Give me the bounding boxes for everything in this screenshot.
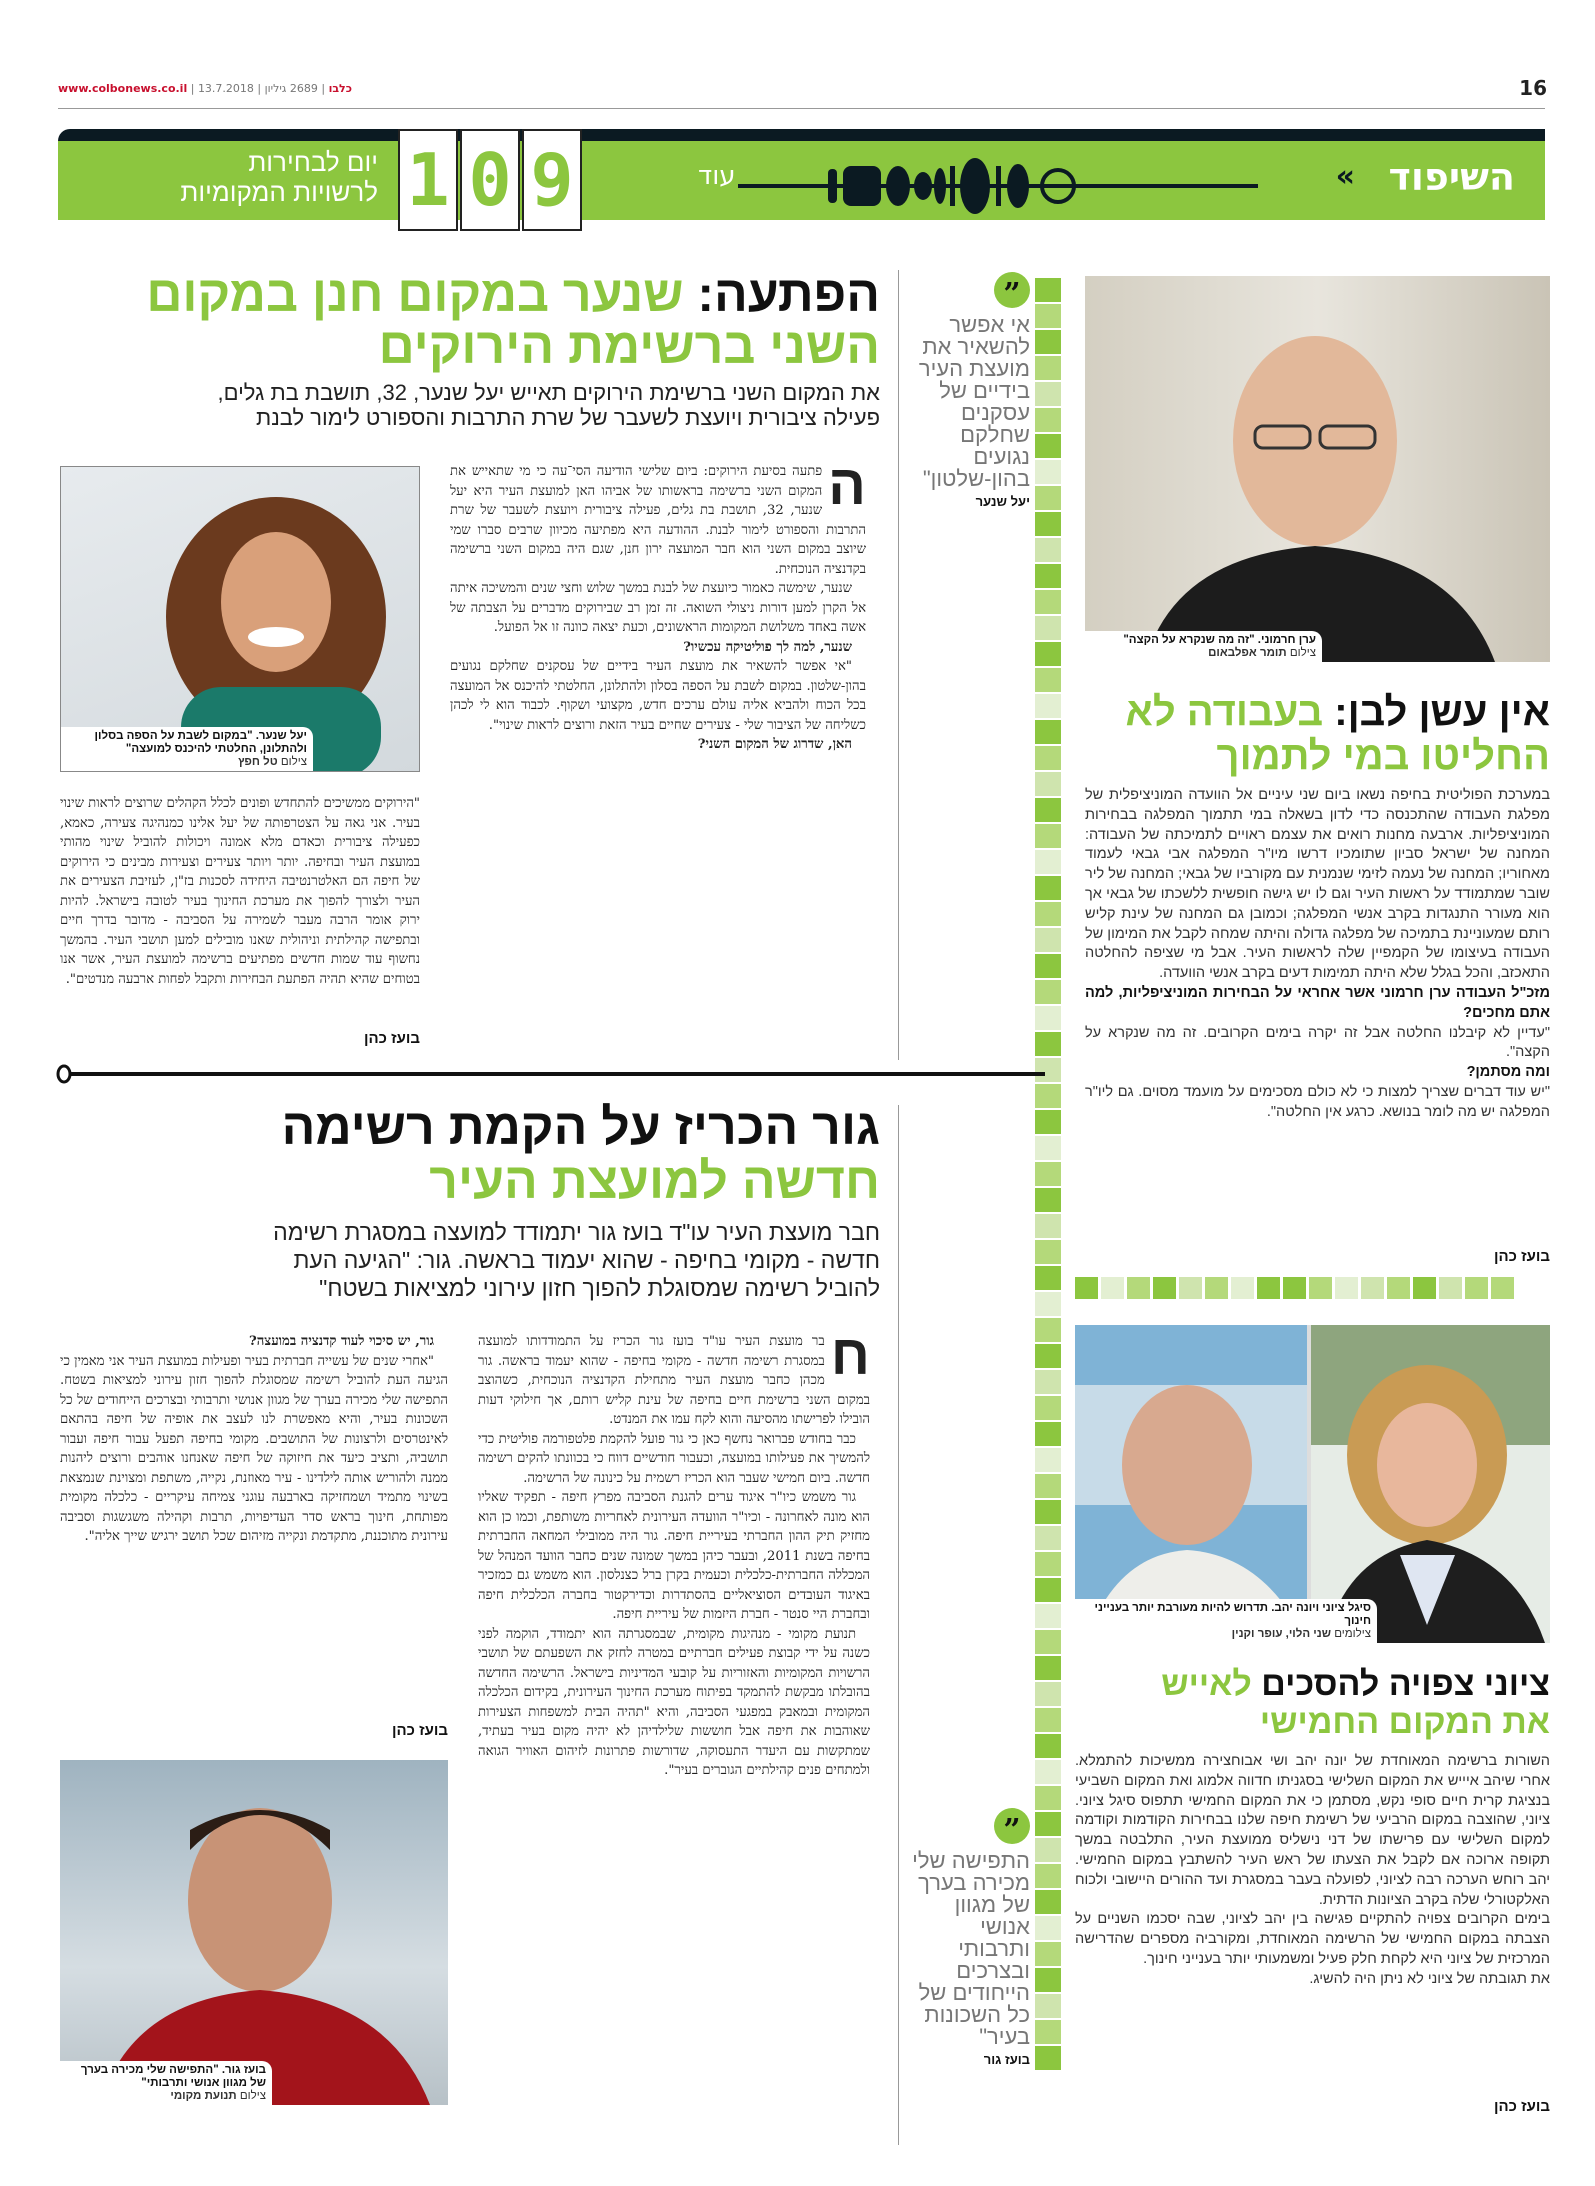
- article4-body: [1075, 1752, 1550, 1990]
- article2-headline-green: חדשה למועצת העיר: [429, 1153, 880, 1209]
- article1-kicker: הפתעה:: [697, 266, 880, 322]
- countdown-title: [78, 147, 378, 207]
- article2-answer: "אחרי שנים של עשייה חברתית בעיר ופעילות במועצת העיר אני מאמין כי הגיעה העת להוביל רשימה שמסוגלת להפוך חזון עירוני למציאות בשטח. התפישה שלי מכירה בערך של מגוון אנושי ותרבותי ובצרכים הייחודים של כל השכונות בעיר, והיא מאפשרת לנו לעצב את אופיה של חיפה בהתאם לאינטרסים ולרצונות של התושבים. מקומי בחיפה תפעל עבור חיפה ועבור תושביה, ותציב כיעד את חיזוקה של חיפה שאנחנו אוהבים ורוצים ליהנות ממנה ולהוריש אותה לילדינו - עיר מאוזנת, נקייה, משתפת ומצוינת שנמצאת בשינוי מתמיד ושמחזיקה בארבעה עוגני צמיחה עיקריים - כלכלה מקומית מפותחת, חינוך בראש סדר העדיפויות, תרבות וקהילה משגשגות וסביבה עירונית מתוכננת, מתקדמת ונקייה מזיהום שכל תושב ירגיש שייך אליה".: [60, 1353, 448, 1544]
- article4-headline-black: ציוני צפויה להסכים: [1261, 1665, 1550, 1703]
- article1-subhead: [60, 380, 880, 430]
- article2-body-col1: [478, 1332, 870, 2122]
- article3-paragraph: במערכת הפוליטית בחיפה נשאו ביום שני עיניים אל הוועדה המוניציפלית של מפלגת העבודה שהתכנסה כדי לדון בשאלה במי תתמוך המפלגה בבחירות המוניציפליות. ארבעה מחנות רואים את עצמם ראויים לתמיכתה של העבודה: המחנה של ישראל סביון שתומכיו דרשו מיו"ר המפלגה אבי גבאי לעמוד מאחוריו; המחנה של נעמה לזימי שנמנית עם מקורביו של גבאי; המחנה של ליר שובר שמתמודד על ראשות העיר וגם לו יש גישה חופשית ללשכתו של גבאי אך הוא מעורר התנגדות בקרב אנשי המפלגה; וכמובן גם המחנה של עינת קליש רותם שמעוניינת בתמיכה של מפלגה גדולה והיתה שמחה לקבל את המימון של העבודה בעיצומו של הקמפיין שלה לראשות העיר. אבל מי שציפה להחלטה התאכזב, והכל בגלל שלא היתה תמימות דעים בקרב אנשי הוועדה.: [1085, 787, 1550, 982]
- issue-date: 13.7.2018: [197, 82, 254, 95]
- countdown-digit: 0: [460, 129, 520, 231]
- countdown-od-label: עוד: [698, 161, 736, 191]
- article4-byline: בועז כהן: [1493, 2098, 1550, 2115]
- article1-byline: בועז כהן: [363, 1030, 420, 1047]
- article2-byline: בועז כהן: [391, 1722, 448, 1739]
- credit-label: צילום: [280, 756, 307, 768]
- caption-text: בועז גור. "התפישה שלי מכירה בערך של מגוון אנושי ותרבותי": [80, 2064, 266, 2089]
- chevron-double-left-icon: «: [1335, 159, 1355, 194]
- article1-question: האן, שדרוג של המקום השני?: [697, 737, 852, 752]
- quote-icon: ”: [994, 272, 1030, 308]
- credit-label: צילום: [239, 2090, 266, 2102]
- brand-name: כלבו: [328, 82, 352, 95]
- separator: |: [190, 82, 195, 95]
- article3-photo-caption: [1085, 631, 1322, 662]
- pull-quote-text: התפישה שלי מכירה בערך של מגוון אנושי ותרבותי ובצרכים הייחודים של כל השכונות בעיר": [912, 1848, 1030, 2049]
- article2-subhead-line2: חדשה - מקומי בחיפה - שהוא יעמוד בראשה. גור: "הגיעה העת: [293, 1247, 880, 1273]
- article3-question: מזכ"ל העבודה ערן חרמוני אשר אחראי על הבחירות המוניציפליות, למה אתם מחכים?: [1085, 984, 1550, 1021]
- article1-body-col2: [60, 794, 420, 1014]
- article4-paragraph: בימים הקרובים צפויה להתקיים פגישה בין יהב לציוני, שבה יסכמו השניים על הצבתה במקום החמישי של הרשימה המאוחדת, ומקורביה מספרים שהדרישה המרכזית של ציוני היא לקחת חלק פעיל ומשמעותי יותר בענייני חינוך.: [1075, 1911, 1550, 1967]
- quote-icon: ”: [994, 1808, 1030, 1844]
- article2-subhead-line3: להוביל רשימה שמסוגלת להפוך חזון עירוני למציאות בשטח": [319, 1275, 880, 1301]
- article4-photo-caption: [1075, 1599, 1377, 1643]
- article1-pull-quote: [905, 272, 1030, 509]
- article2-paragraph: כבר בחודש פברואר נחשף כאן כי גור פועל להקמת פלטפורמה פוליטית כדי להמשיך את פעילותו במועצה, וכעבור חודשיים דווח כי בכוונתו להקים רשימה חדשה. ביום חמישי שעבר הוא הכריז רשמית על כינונה של הרשימה.: [478, 1431, 870, 1486]
- article3-headline-black: אין עשן לבן:: [1334, 690, 1550, 734]
- countdown-digit: 1: [398, 129, 458, 231]
- article4-headline: [1075, 1665, 1550, 1741]
- dropcap: ה: [828, 462, 866, 516]
- article4-headline-green-inline: לאייש: [1161, 1665, 1252, 1703]
- section-title: השיפוד: [1388, 155, 1515, 199]
- pull-quote-author: בועז גור: [983, 2052, 1030, 2067]
- article2-photo: [60, 1760, 448, 2105]
- separator: |: [321, 82, 326, 95]
- issue-number: 2689 גיליון: [264, 82, 318, 95]
- article4-photo: [1075, 1325, 1550, 1643]
- caption-text: יעל שנער. "במקום לשבת על הספה בסלון ולהתלונן, החלטתי להיכנס למועצה": [94, 730, 307, 755]
- article1-answer: "אי אפשר להשאיר את מועצת העיר בידיים של עסקנים שחלקם נגועים בהון-שלטון. במקום לשבת על הספה בסלון ולהתלונן, החלטתי להיכנס אל המועצה בכל הכוח ולהביא אליה עולם ערכים חדש, מקצועי ושקוף. לכבוד הוא לי לכהן כשליחה של הציבור שלי - צעירים שחיים בעיר הזאת ורוצים לראות שינוי".: [450, 659, 866, 733]
- pull-quote-author: יעל שנער: [975, 494, 1030, 509]
- article2-headline: [60, 1100, 880, 1208]
- article2-question: גור, יש סיכוי לעוד קדנציה במועצה?: [248, 1334, 434, 1349]
- person-photo-icon: [60, 1760, 448, 2105]
- page-number: 16: [1519, 76, 1547, 100]
- article1-headline-green: שנער במקום חנן במקום: [146, 266, 684, 322]
- credit-label: צילום: [1289, 647, 1316, 659]
- person-photo-icon: [61, 467, 419, 771]
- column-divider: [898, 270, 899, 1060]
- article2-photo-caption: [60, 2061, 272, 2105]
- article3-headline-green: בעבודה לא החליטו במי לתמוך: [1125, 690, 1550, 778]
- article2-subhead-line1: חבר מועצת העיר עו"ד בועז גור יתמודד למועצה במסגרת רשימה: [273, 1219, 880, 1245]
- person-photo-icon: [1085, 276, 1550, 662]
- decorative-strip: [1035, 278, 1061, 2072]
- credit-name: תומר אפלבאום: [1208, 647, 1287, 659]
- article1-subhead-line1: את המקום השני ברשימת הירוקים תאייש יעל שנער, 32, תושבת בת גלים,: [217, 380, 880, 405]
- article2-paragraph: גור משמש כיו"ר איגוד ערים להגנת הסביבה מפרץ חיפה - תפקיד שאליו הוא מונה לאחרונה - וכיו"ר הוועדה העירונית לאחריות משותפת, וכמו כן הוא מחזיק תיק ההון החברתי בעיריית חיפה. גור היה ממובילי המחאה החברתית בחיפה בשנת 2011, ובעבר כיהן במשך שמונה שנים כחבר הוועד המנהל של המכללה החברתית-כלכלית וכעמית בקרן ברל כצנלסון. הוא משמש גם כמזכיר באיגוד העובדים הסוציאליים בהסתדרות וכדירקטור בחברה הכלכלית חיפה ובחברת היי סנטר - חברת היזמות של עיריית חיפה.: [478, 1490, 870, 1622]
- caption-text: ערן חרמוני. "זה מה שנקרא על הקצה": [1123, 634, 1316, 646]
- article1-answer: "הירוקים ממשיכים להתחדש ופונים לכלל הקהלים שרוצים לראות שינוי בעיר. אני גאה על הצטרפותה של יעל אלינו כמנהיגה צעירה, כאמא, כפעילה ציבורית וכאדם מלא אמונה ויכולות להוביל שינוי מהותי במועצת העיר ובחיפה. יותר ויותר צעירים וצעירות מבינים כי הירוקים של חיפה הם האלטרנטיבה היחידה לסכנות בז"ן, לעזיבת הצעירים את העיר ולצורך להפוך את מערכת החינוך בעיר לטובה בישראל. להיות ירוק אומר הרבה מעבר לשמירה על הסביבה - מדובר בדרך חיים ובתפישה קהילתית וניהולית שאנו מובילים למען תושבי העיר. בהמשך נחשוף עוד שמות חדשים מפתיעים ברשימה למועצת העיר, אשר אנו בטוחים שהיא תהיה הפתעת הבחירות ותקבל לפחות ארבעה מנדטים".: [60, 796, 420, 987]
- article2-subhead: [60, 1218, 880, 1302]
- separator: |: [257, 82, 262, 95]
- credit-label: צילומים: [1334, 1628, 1371, 1640]
- section-banner: [58, 129, 1545, 220]
- article4-paragraph: השורות ברשימה המאוחדת של יונה יהב ושי אבוחצירה ממשיכות להתמלא. אחרי שיהב איייש את המקום השלישי בסגניתו חדווה אלמוג ואת המקום השביעי בנציגת קרית חיים סופי נקש, מסתמן כי את המקום החמישי תתפוס סיגל ציוני. ציוני, שהוצבה במקום הרביעי של רשימת חיפה שלנו בבחירות הקודמות וקודמה למקום השלישי עם פרישתו של דני נישליס ממועצת העיר, התלבטה במשך תקופה ארוכה אם לקבל את הצעתו של ראש העיר להשתבץ במקום החמישי. יהב רוחש הערכה רבה לציוני, לפועלה בעבר במסגרת ועד ההורים היישובי ולכוח האלקטורלי שלה בקרב הציונות הדתית.: [1075, 1753, 1550, 1908]
- article1-body-col1: [450, 462, 866, 1052]
- article1-headline: [60, 268, 880, 372]
- article1-headline-green-2: השני ברשימת הירוקים: [378, 318, 880, 374]
- dropcap: ח: [830, 1332, 870, 1386]
- article2-paragraph: תנועת מקומי - מנהיגות מקומית, שבמסגרתה הוא יתמודד, הוקמה לפני כשנה על ידי קבוצת פעילים חברתיים במטרה לחזק את השפעתם של תושבי הרשויות המקומיות והאזוריות על קובעי המדיניות בישראל. הרשימה החדשה בהובלתו מבקשת להתמקד בפיתוח מערכת החינוך העירונית, בקידום הכלכלה המקומית ובמאבק במפגעי הסביבה, והיא "תהיה הבית למשפחות הצעירות שאוהבות את חיפה אבל חוששות שלילדיהן לא יהיה מקום בעיר בעתיד, שמתקשות עם היעדר התעסוקה, שדורשות פתרונות לזיהום האוויר הגואה ולמתחים פנים קהילתיים הגוברים בעיר".: [478, 1626, 870, 1778]
- article3-question: ומה מסתמן?: [1466, 1064, 1550, 1081]
- countdown-title-line1: יום לבחירות: [248, 147, 378, 177]
- article1-paragraph: פתעה בסיעת הירוקים: ביום שלישי הודיעה הסי־עה כי מי שתאייש את המקום השני ברשימה בראשותו של אביהו האן למועצת העיר היא יעל שנער, 32, תושבת בת גלים, פעילה ציבורית ויועצת לשעבר של שרת התרבות והספורט לימור לבנת. ההודעה היא מפתיעה מכיוון שרבים סברו שמי שיוצב במקום השני הוא חבר המועצה ירון חנן, שגם היה במקום השני ברשימה בקדנציה הנוכחית.: [450, 464, 866, 577]
- article3-headline: [1085, 690, 1550, 778]
- column-divider: [898, 1105, 899, 2145]
- masthead: [58, 82, 352, 95]
- article1-photo: [60, 466, 420, 772]
- top-divider: [58, 108, 1545, 109]
- countdown-digit: 9: [522, 129, 582, 231]
- article4-paragraph: את תגובתה של ציוני לא ניתן היה להשיג.: [1309, 1970, 1550, 1987]
- decorative-strip: [1075, 1277, 1514, 1299]
- article2-headline-black: גור הכריז על הקמת רשימה: [281, 1099, 880, 1155]
- skewer-icon: [738, 149, 1358, 219]
- countdown-title-line2: לרשויות המקומיות: [180, 177, 378, 207]
- article3-photo: [1085, 276, 1550, 662]
- pull-quote-text: אי אפשר להשאיר את מועצת העיר בידיים של עסקנים שחלקם נגועים בהון-שלטון": [918, 312, 1030, 491]
- site-url[interactable]: www.colbonews.co.il: [58, 82, 188, 95]
- article1-subhead-line2: פעילה ציבורית ויועצת לשעבר של שרת התרבות והספורט לימור לבנת: [256, 405, 880, 430]
- banner-dark-band: [58, 129, 1545, 141]
- article3-answer: "עדיין לא קיבלנו החלטה אבל זה יקרה בימים הקרובים. זה מה שנקרא על הקצה".: [1085, 1024, 1550, 1061]
- article2-paragraph: בר מועצת העיר עו"ד בועז גור הכריז על התמודדותו למועצה במסגרת רשימה חדשה - מקומי בחיפה - שהוא יעמוד בראשה. גור מכהן כחבר מועצת העיר מתחילת הקדנציה הנוכחית, כשהוצב במקום השני ברשימת חיים בחיפה של עינת קליש רותם, אך חילוקי דעות הובילו לפרישתו מהסיעה והוא לקח עמו את המנדט.: [478, 1334, 870, 1427]
- caption-text: סיגל ציוני ויונה יהב. תדרוש להיות מעורבת יותר בענייני חינוך: [1094, 1602, 1371, 1627]
- people-photo-icon: [1075, 1325, 1550, 1643]
- article1-photo-caption: [61, 727, 313, 771]
- credit-name: שני הלוי, עופר וקנין: [1231, 1628, 1331, 1640]
- credit-name: תנועת מקומי: [170, 2090, 237, 2102]
- article3-answer: "יש עוד דברים שצריך למצות כי לא כולם מסכימים על מועמד מסוים. גם ליו"ר המפלגה יש מה לומר בנושא. כרגע אין החלטה".: [1085, 1083, 1550, 1120]
- article1-question: שנער, למה לך פוליטיקה עכשיו?: [683, 639, 852, 655]
- article4-headline-green: את המקום החמישי: [1259, 1703, 1550, 1741]
- article1-paragraph: שנער, שימשה כאמור כיועצת של לבנת במשך שלוש וחצי שנים והמשיכה איתה אל הקרן למען דורות ניצולי השואה. זה זמן רב שבירוקים מדברים על הצבתה של אשה באחד משלושת המקומות הראשונים, וכעת יצאה כוונה זו אל הפועל.: [450, 581, 866, 635]
- credit-name: טל חפץ: [238, 756, 278, 768]
- skewer-divider-icon: [55, 1062, 1055, 1086]
- article3-body: [1085, 786, 1550, 1123]
- article2-body-col2: [60, 1332, 448, 1692]
- article3-byline: בועז כהן: [1493, 1248, 1550, 1265]
- article2-pull-quote: [905, 1808, 1030, 2067]
